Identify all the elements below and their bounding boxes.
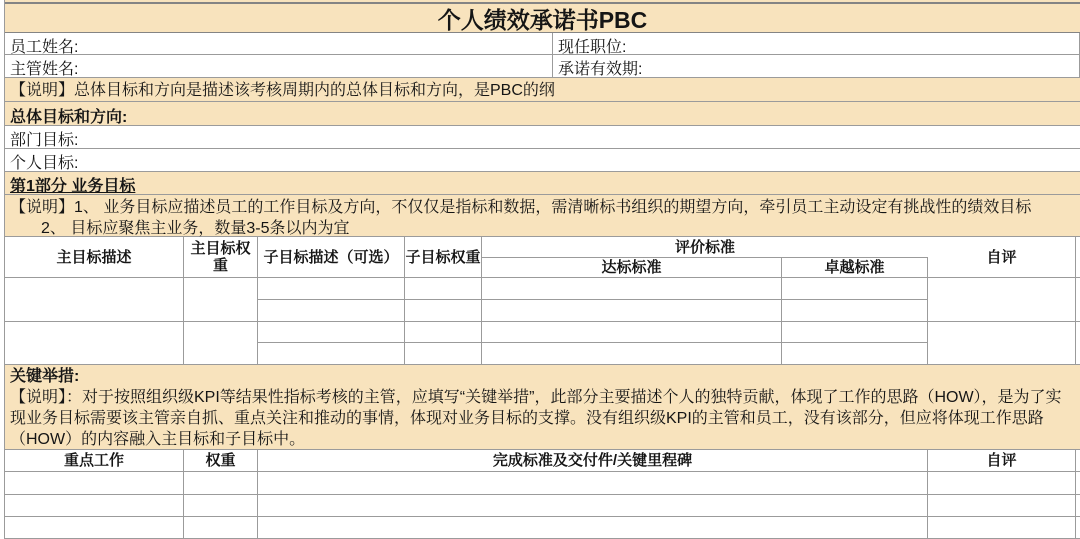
sub-goal-desc-cell[interactable] xyxy=(258,322,404,343)
weight-cell[interactable] xyxy=(184,472,258,494)
overall-heading-row xyxy=(5,102,1080,126)
sub-goal-weight-cell[interactable] xyxy=(405,300,481,321)
overall-note-text: 【说明】总体目标和方向是描述该考核周期内的总体目标和方向，是PBC的纲 xyxy=(10,82,555,99)
header-meet-standard: 达标标准 xyxy=(482,258,782,277)
header-main-goal-weight: 主目标权重 xyxy=(184,237,258,277)
work-table-header xyxy=(5,450,1080,472)
weight-cell[interactable] xyxy=(184,495,258,516)
header-work-self-review: 自评 xyxy=(928,450,1076,471)
employee-name-cell[interactable] xyxy=(5,33,553,54)
meet-standard-cell[interactable] xyxy=(482,278,781,300)
goals-table-row xyxy=(5,322,1080,365)
sub-goal-weight-col xyxy=(405,278,482,321)
excel-standard-col xyxy=(782,278,928,321)
overall-note-row xyxy=(5,78,1080,102)
key-measures-heading: 关键举措: xyxy=(10,368,80,385)
commitment-period-cell[interactable] xyxy=(553,55,1080,77)
header-completion-standard: 完成标准及交付件/关键里程碑 xyxy=(258,450,928,471)
self-review-cell[interactable] xyxy=(928,322,1076,364)
sub-goal-weight-cell[interactable] xyxy=(405,278,481,300)
completion-standard-cell[interactable] xyxy=(258,495,928,516)
main-goal-weight-cell[interactable] xyxy=(184,278,258,321)
part1-note-line1: 【说明】1、 业务目标应描述员工的工作目标及方向，不仅仅是指标和数据，需清晰标书组织的期望方向，牵引员工主动设定有挑战性的绩效目标 xyxy=(10,199,1032,216)
goals-table-header xyxy=(5,237,1080,278)
work-self-review-cell[interactable] xyxy=(928,495,1076,516)
meet-standard-cell[interactable] xyxy=(482,343,781,364)
work-table-row xyxy=(5,495,1080,517)
personal-goal-label: 个人目标: xyxy=(10,155,79,172)
work-table-row xyxy=(5,517,1080,539)
key-work-cell[interactable] xyxy=(5,472,184,494)
excel-standard-cell[interactable] xyxy=(782,322,927,343)
overall-heading: 总体目标和方向: xyxy=(10,109,128,126)
meet-standard-col xyxy=(482,322,782,364)
header-sub-goal-desc: 子目标描述（可选） xyxy=(258,237,405,277)
manager-name-label: 主管姓名: xyxy=(10,61,79,77)
personal-goal-row[interactable] xyxy=(5,149,1080,172)
header-evaluation-group xyxy=(482,237,928,277)
header-weight: 权重 xyxy=(184,450,258,471)
manager-period-row xyxy=(5,55,1080,78)
dept-goal-label: 部门目标: xyxy=(10,132,79,149)
excel-standard-col xyxy=(782,322,928,364)
part1-note-row xyxy=(5,195,1080,237)
header-main-goal-desc: 主目标描述 xyxy=(5,237,184,277)
part1-heading-row xyxy=(5,172,1080,195)
key-measures-block xyxy=(5,365,1080,450)
header-evaluation-label: 评价标准 xyxy=(482,237,928,258)
excel-standard-cell[interactable] xyxy=(782,278,927,300)
sheet-left-border xyxy=(4,0,5,539)
part1-heading: 第1部分 业务目标 xyxy=(10,178,136,195)
completion-standard-cell[interactable] xyxy=(258,517,928,538)
main-goal-weight-cell[interactable] xyxy=(184,322,258,364)
sub-goal-desc-cell[interactable] xyxy=(258,278,404,300)
title-row xyxy=(5,3,1080,33)
key-work-cell[interactable] xyxy=(5,495,184,516)
employee-name-label: 员工姓名: xyxy=(10,39,79,54)
sub-goal-desc-cell[interactable] xyxy=(258,343,404,364)
sub-goal-weight-cell[interactable] xyxy=(405,322,481,343)
excel-standard-cell[interactable] xyxy=(782,300,927,321)
manager-name-cell[interactable] xyxy=(5,55,553,77)
meet-standard-cell[interactable] xyxy=(482,300,781,321)
sub-goal-weight-cell[interactable] xyxy=(405,343,481,364)
main-goal-desc-cell[interactable] xyxy=(5,278,184,321)
sub-goal-desc-col xyxy=(258,322,405,364)
name-position-row xyxy=(5,33,1080,55)
completion-standard-cell[interactable] xyxy=(258,472,928,494)
header-self-review: 自评 xyxy=(928,237,1076,277)
part1-note-line2: 2、 目标应聚焦主业务，数量3-5条以内为宜 xyxy=(41,220,350,237)
current-position-cell[interactable] xyxy=(553,33,1080,54)
header-sub-goal-weight: 子目标权重 xyxy=(405,237,482,277)
current-position-label: 现任职位: xyxy=(558,39,627,54)
key-work-cell[interactable] xyxy=(5,517,184,538)
goals-table-row xyxy=(5,278,1080,322)
weight-cell[interactable] xyxy=(184,517,258,538)
header-key-work: 重点工作 xyxy=(5,450,184,471)
sub-goal-desc-cell[interactable] xyxy=(258,300,404,321)
main-goal-desc-cell[interactable] xyxy=(5,322,184,364)
header-excel-standard: 卓越标准 xyxy=(782,258,928,277)
dept-goal-row[interactable] xyxy=(5,126,1080,149)
sub-goal-desc-col xyxy=(258,278,405,321)
work-self-review-cell[interactable] xyxy=(928,472,1076,494)
meet-standard-col xyxy=(482,278,782,321)
meet-standard-cell[interactable] xyxy=(482,322,781,343)
commitment-period-label: 承诺有效期: xyxy=(558,61,643,77)
work-self-review-cell[interactable] xyxy=(928,517,1076,538)
work-table-row xyxy=(5,472,1080,495)
key-measures-note: 【说明】：对于按照组织级KPI等结果性指标考核的主管，应填写“关键举措”，此部分主要描述个人的独特贡献，体现了工作的思路（HOW），是为了实现业务目标需要该主管亲自抓、重点关注和推动的事情，体现对业务目标的支撑。没有组织级KPI的主管和员工，没有该部分，但应将体现工作思路（HOW）的内容融入主目标和子目标中。 xyxy=(10,389,1062,448)
page-title: 个人绩效承诺书PBC xyxy=(437,6,648,33)
self-review-cell[interactable] xyxy=(928,278,1076,321)
sub-goal-weight-col xyxy=(405,322,482,364)
excel-standard-cell[interactable] xyxy=(782,343,927,364)
